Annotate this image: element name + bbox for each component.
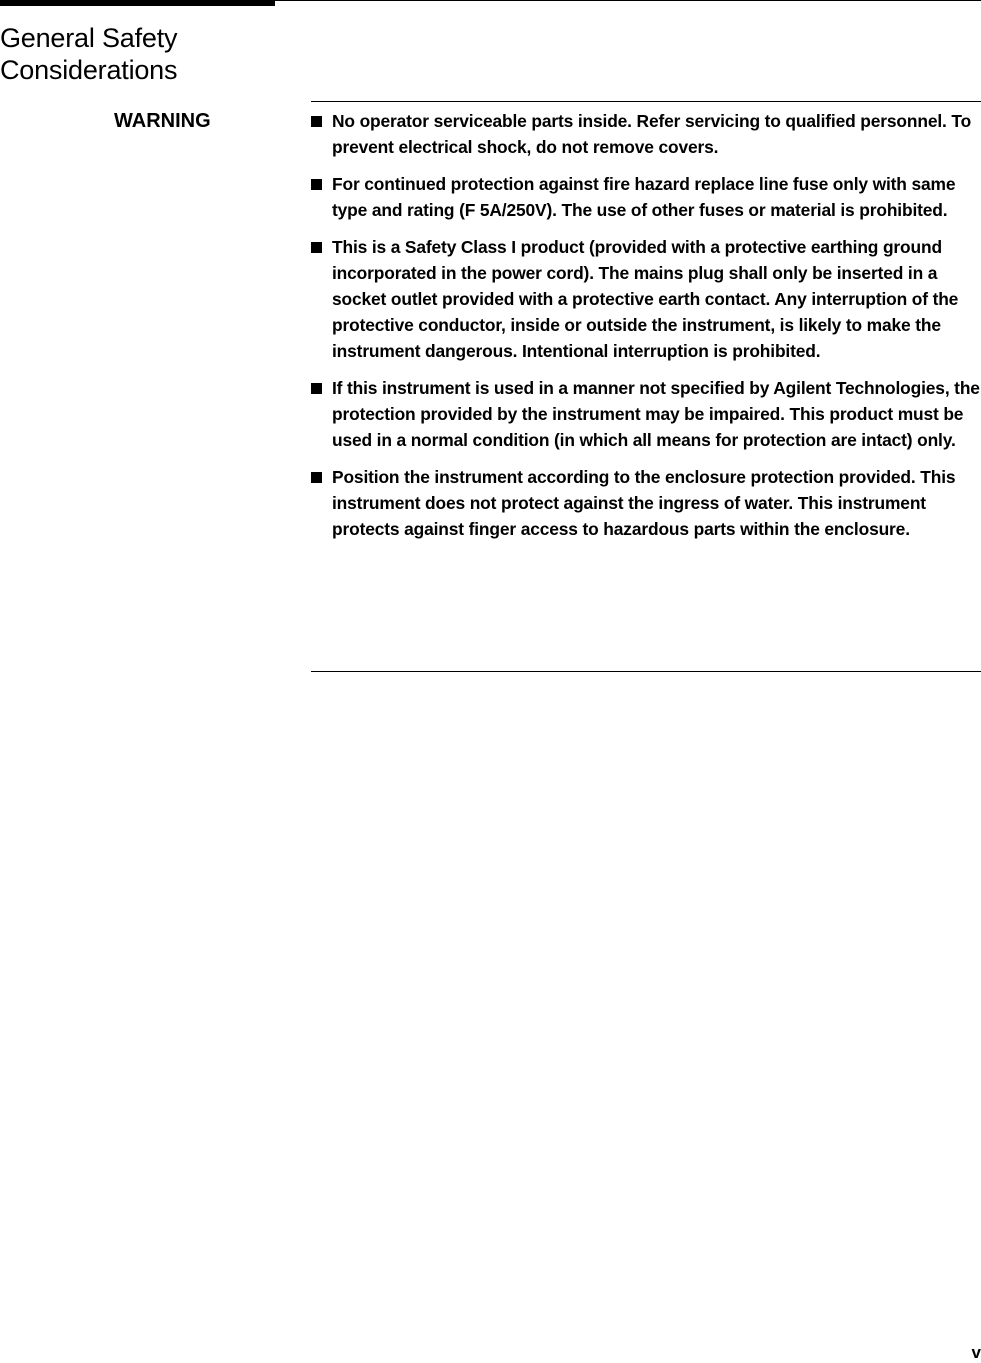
warning-label: WARNING — [114, 110, 211, 132]
section-title — [0, 22, 260, 86]
warning-item-text: Position the instrument according to the enclosure protection provided. This instrument does not protect against the ingress of water. This instrument protects against finger access to hazardous parts within the enclosure. — [332, 467, 956, 539]
warning-item — [311, 234, 981, 364]
warning-top-rule — [311, 101, 981, 102]
page-number: v — [971, 1343, 981, 1362]
square-bullet-icon — [311, 242, 322, 253]
warning-item — [311, 171, 981, 223]
section-title-line-2: Considerations — [0, 55, 178, 85]
header-rule-thick — [0, 0, 275, 6]
square-bullet-icon — [311, 179, 322, 190]
warning-item — [311, 464, 981, 542]
warning-item-text: This is a Safety Class I product (provided with a protective earthing ground incorporated in the power cord). The mains plug shall only be inserted in a socket outlet provided with a protective earth contact. Any interruption of the protective conductor, inside or outside the instrument, is likely to make the instrument dangerous. Intentional interruption is prohibited. — [332, 237, 959, 361]
square-bullet-icon — [311, 116, 322, 127]
warning-item — [311, 108, 981, 160]
warning-list — [311, 108, 981, 553]
warning-item-text: For continued protection against fire hazard replace line fuse only with same type and rating (F 5A/250V). The use of other fuses or material is prohibited. — [332, 174, 956, 220]
warning-item-text: If this instrument is used in a manner not specified by Agilent Technologies, the protection provided by the instrument may be impaired. This product must be used in a normal condition (in which all means for protection are intact) only. — [332, 378, 980, 450]
square-bullet-icon — [311, 472, 322, 483]
warning-item-text: No operator serviceable parts inside. Refer servicing to qualified personnel. To prevent electrical shock, do not remove covers. — [332, 111, 972, 157]
section-title-line-1: General Safety — [0, 23, 178, 53]
square-bullet-icon — [311, 383, 322, 394]
warning-item — [311, 375, 981, 453]
header-rule-thin — [275, 0, 981, 1]
warning-bottom-rule — [311, 671, 981, 672]
